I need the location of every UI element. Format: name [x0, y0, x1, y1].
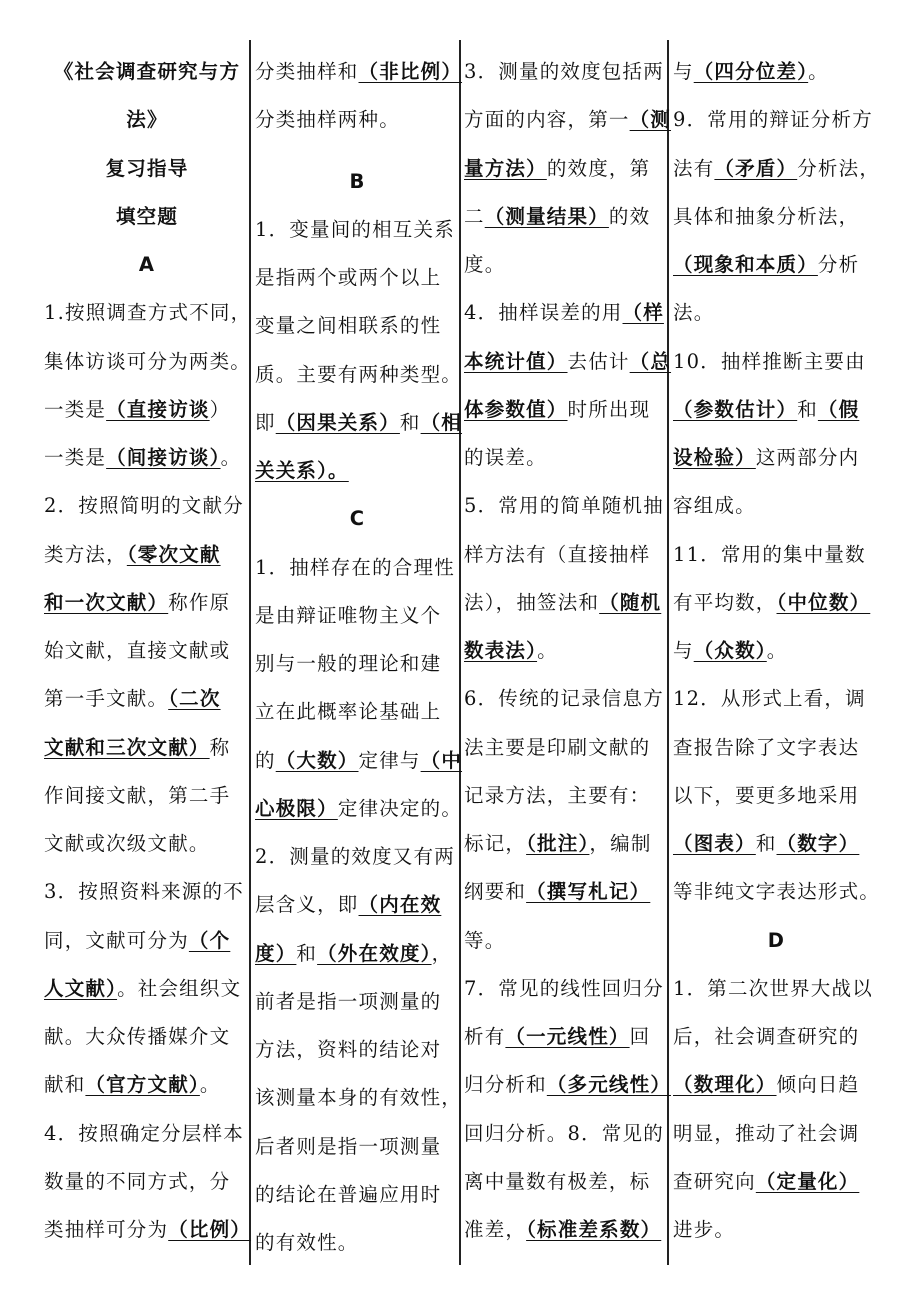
answer-blank: 度） [255, 941, 297, 965]
section-heading [255, 495, 460, 543]
answer-blank: （随机 [599, 590, 662, 614]
text-segment: 1．变量间的相互关系 [255, 217, 455, 241]
text-segment: 时所出现 [567, 397, 651, 421]
text-line [464, 579, 668, 627]
answer-blank: 心极限） [255, 796, 338, 820]
text-segment: 二 [464, 204, 485, 228]
text-segment: 是指两个或两个以上 [255, 266, 442, 289]
text-line [255, 544, 460, 592]
text-segment: 3．测量的效度包括两 [464, 60, 664, 83]
text-segment: 与 [673, 639, 694, 662]
text-line [464, 531, 668, 579]
answer-blank: （样 [622, 301, 664, 325]
section-heading [44, 96, 250, 144]
answer-blank: （比例） [168, 1218, 252, 1241]
text-line [44, 1061, 250, 1109]
text-segment: 3．按照资料来源的不 [44, 880, 244, 904]
text-line [255, 302, 460, 350]
text-segment: 法主要是印刷文献的 [464, 735, 651, 759]
text-segment: A [138, 253, 156, 276]
text-line [464, 1061, 672, 1109]
answer-blank: 关关系）。 [255, 459, 349, 482]
text-line [255, 833, 460, 881]
text-column-3 [464, 48, 672, 1254]
answer-blank: 量方法） [464, 156, 547, 180]
text-segment: 7．常见的线性回归分 [464, 976, 664, 1000]
text-line [464, 724, 668, 772]
text-line [44, 675, 250, 723]
text-line [673, 96, 880, 144]
answer-blank: （中位数） [776, 590, 871, 614]
text-segment: 的有效性。 [255, 1231, 359, 1254]
text-line [673, 868, 880, 916]
text-line [464, 386, 668, 434]
text-line [255, 1171, 460, 1219]
text-line [44, 434, 250, 482]
text-segment: 分析 [817, 253, 860, 276]
answer-blank: （内在效 [358, 893, 442, 917]
text-line [464, 338, 672, 386]
text-segment: 纲要和 [464, 880, 527, 904]
text-segment: 有平均数， [673, 590, 777, 614]
text-segment: 献。大众传播媒介文 [44, 1025, 231, 1048]
text-line [255, 254, 460, 302]
answer-blank: （图表） [673, 832, 756, 855]
text-line [44, 627, 250, 675]
text-line [464, 965, 668, 1013]
text-segment: 。 [220, 446, 242, 469]
text-segment: 该测量本身的有效性， [255, 1086, 463, 1110]
text-line [44, 482, 250, 530]
text-segment: 献和 [44, 1073, 86, 1097]
text-line [255, 978, 460, 1026]
text-line [464, 241, 668, 289]
text-segment: 4．抽样误差的用 [464, 301, 623, 325]
text-segment: 记录方法，主要有： [464, 783, 651, 807]
answer-blank: （间接访谈） [106, 446, 221, 469]
text-line [673, 1061, 880, 1109]
text-line [673, 193, 880, 241]
text-segment: 查研究向 [673, 1169, 756, 1193]
answer-blank: （零次文献 [126, 542, 221, 566]
text-line [673, 145, 880, 193]
text-line [673, 338, 880, 386]
text-line [673, 482, 880, 530]
text-segment: 类抽样可分为 [44, 1218, 169, 1241]
answer-blank: （多元线性） [546, 1073, 672, 1097]
text-segment: 析有 [464, 1025, 506, 1048]
text-line [673, 386, 880, 434]
text-segment: 文献或次级文献。 [44, 832, 210, 855]
text-line [255, 785, 463, 833]
section-heading [44, 48, 250, 96]
text-segment: 11．常用的集中量数 [673, 542, 866, 566]
text-line [44, 289, 250, 337]
section-heading [44, 193, 250, 241]
answer-blank: （测 [629, 108, 672, 132]
section-heading [673, 917, 880, 965]
text-segment: 2．按照简明的文献分 [44, 494, 244, 518]
text-line [255, 1026, 460, 1074]
text-segment: 法有 [673, 156, 715, 180]
text-segment: 层含义，即 [255, 893, 359, 917]
text-segment: 同，文献可分为 [44, 928, 189, 952]
text-line [44, 1158, 250, 1206]
text-segment: 1.按照调查方式不同， [44, 301, 252, 325]
answer-blank: 本统计值） [464, 349, 568, 373]
text-segment: ， [431, 941, 453, 965]
text-line [255, 1074, 463, 1122]
text-segment: 定律决定的。 [337, 796, 463, 820]
text-line [673, 820, 880, 868]
section-heading [255, 158, 460, 206]
text-segment: 1．第二次世界大战以 [673, 976, 873, 1000]
text-segment: 去估计 [567, 349, 630, 373]
text-segment: 2．测量的效度又有两 [255, 845, 455, 868]
text-segment: 9．常用的辩证分析方 [673, 108, 873, 132]
text-line [255, 881, 460, 929]
answer-blank: （标准差系数） [526, 1218, 662, 1241]
text-line [255, 206, 460, 254]
text-segment: 10．抽样推断主要由 [673, 349, 866, 373]
text-line [255, 447, 460, 495]
text-segment: 的 [255, 748, 276, 772]
answer-blank: （数字） [776, 832, 860, 855]
text-segment: 6．传统的记录信息方 [464, 687, 664, 711]
text-segment: 明显，推动了社会调 [673, 1121, 860, 1145]
text-segment: 标记， [464, 832, 527, 855]
text-line [464, 1158, 668, 1206]
text-segment: 称作原 [168, 590, 231, 614]
text-line [464, 868, 668, 916]
text-segment: 复习指导 [105, 156, 189, 180]
text-segment: 和 [755, 832, 777, 855]
text-segment: 称 [209, 735, 231, 759]
text-line [255, 688, 460, 736]
answer-blank: （一元线性） [505, 1025, 630, 1048]
text-segment: 和 [399, 410, 421, 434]
text-line [44, 724, 250, 772]
text-line [255, 48, 463, 96]
section-heading [44, 145, 250, 193]
answer-blank: （撰写札记） [526, 880, 651, 904]
text-line [44, 338, 250, 386]
text-segment: 以下，要更多地采用 [673, 783, 860, 807]
text-segment: 度。 [464, 253, 506, 276]
text-segment: 是由辩证唯物主义个 [255, 603, 442, 627]
text-line [464, 289, 668, 337]
answer-blank: 体参数值） [464, 397, 568, 421]
text-line [464, 1110, 668, 1158]
text-line [673, 579, 880, 627]
answer-blank: （测量结果） [484, 204, 609, 228]
text-segment: 变量之间相联系的性 [255, 314, 442, 338]
answer-blank: （个 [188, 928, 231, 952]
text-line [44, 1013, 250, 1061]
text-segment: 方法，资料的结论对 [255, 1038, 442, 1061]
answer-blank: 和一次文献） [44, 590, 169, 614]
text-segment: 容组成。 [673, 494, 756, 518]
text-segment: 始文献，直接文献或 [44, 639, 231, 662]
answer-blank: （四分位差） [693, 60, 809, 83]
text-segment: C [349, 507, 366, 531]
text-line [673, 531, 880, 579]
text-line [673, 772, 880, 820]
text-line [673, 675, 880, 723]
answer-blank: （官方文献） [85, 1073, 200, 1097]
answer-blank: （数理化） [673, 1073, 777, 1097]
answer-blank: （外在效度） [317, 941, 432, 965]
text-segment: 别与一般的理论和建 [255, 652, 442, 675]
text-segment: 分类抽样和 [255, 60, 359, 83]
text-segment: 类方法， [44, 542, 127, 566]
text-segment: 4．按照确定分层样本 [44, 1121, 244, 1145]
text-segment: B [349, 169, 366, 193]
text-segment: 5．常用的简单随机抽 [464, 494, 664, 518]
answer-blank: （大数） [275, 748, 359, 772]
text-segment: 第一手文献。 [44, 687, 169, 711]
text-line [464, 48, 668, 96]
text-segment: 后，社会调查研究的 [673, 1025, 860, 1048]
text-segment: 样方法有（直接抽样 [464, 542, 651, 566]
text-segment: 质。主要有两种类型。 [255, 362, 463, 386]
text-segment: 定律与 [358, 748, 421, 772]
text-segment: 数量的不同方式，分 [44, 1169, 231, 1193]
text-segment: 这两部分内 [755, 446, 860, 469]
text-line [44, 386, 250, 434]
text-segment: 回 [629, 1025, 651, 1048]
text-line [255, 592, 460, 640]
text-line [673, 289, 880, 337]
text-segment: 倾向日趋 [776, 1073, 860, 1097]
text-line [255, 96, 460, 144]
text-line [44, 531, 250, 579]
text-segment: 具体和抽象分析法， [673, 204, 860, 228]
text-line [464, 627, 668, 675]
text-segment: 前者是指一项测量的 [255, 989, 442, 1013]
answer-blank: 设检验） [673, 446, 756, 469]
text-segment: 集体访谈可分为两类。 [44, 349, 252, 373]
text-segment: 与 [673, 60, 694, 83]
text-line [464, 1206, 668, 1254]
answer-blank: （定量化） [755, 1169, 860, 1193]
text-line [464, 820, 668, 868]
answer-blank: （现象和本质） [673, 253, 818, 276]
answer-blank: （直接访谈 [106, 397, 210, 421]
text-segment: 归分析和 [464, 1073, 547, 1097]
text-segment: ） [209, 397, 231, 421]
text-segment: 。社会组织文 [117, 976, 242, 1000]
text-segment: 12．从形式上看，调 [673, 687, 866, 711]
text-segment: 后者则是指一项测量 [255, 1134, 442, 1158]
text-line [44, 1206, 250, 1254]
text-line [255, 1219, 460, 1267]
text-segment: 一类是 [44, 397, 107, 421]
text-column-1 [44, 48, 250, 1254]
text-segment: 法），抽签法和 [464, 590, 600, 614]
text-line [673, 627, 880, 675]
text-line [255, 1123, 460, 1171]
text-segment: 离中量数有极差，标 [464, 1169, 651, 1193]
text-line [464, 482, 668, 530]
answer-blank: （假 [817, 397, 860, 421]
text-line [255, 351, 463, 399]
text-segment: 法》 [126, 108, 168, 132]
text-line [464, 434, 668, 482]
answer-blank: （参数估计） [673, 397, 798, 421]
text-segment: 的结论在普遍应用时 [255, 1182, 442, 1206]
text-segment: 法。 [673, 301, 715, 325]
answer-blank: 数表法） [464, 639, 538, 662]
text-line [44, 579, 250, 627]
answer-blank: （总 [629, 349, 672, 373]
text-line [464, 917, 668, 965]
text-segment: 分析法， [797, 156, 881, 180]
text-line [673, 1206, 880, 1254]
text-segment: 《社会调查研究与方 [53, 60, 241, 83]
text-segment: 等非纯文字表达形式。 [673, 880, 881, 904]
text-line [673, 1158, 880, 1206]
text-line [44, 1110, 250, 1158]
answer-blank: （中 [420, 748, 463, 772]
text-segment: 作间接文献，第二手 [44, 783, 231, 807]
text-segment: 和 [797, 397, 818, 421]
section-heading [44, 241, 250, 289]
text-line [673, 241, 880, 289]
text-segment: 分类抽样两种。 [255, 108, 400, 132]
text-line [673, 724, 880, 772]
text-line [464, 1013, 668, 1061]
text-line [255, 399, 463, 447]
text-line [44, 917, 250, 965]
text-segment: 方面的内容，第一 [464, 108, 630, 132]
text-segment: 1．抽样存在的合理性 [255, 555, 455, 579]
answer-blank: （相 [420, 410, 463, 434]
text-segment: 。 [766, 639, 788, 662]
text-line [255, 737, 463, 785]
text-segment: 准差， [464, 1218, 527, 1241]
text-line [673, 1110, 880, 1158]
text-segment: 。 [199, 1073, 221, 1097]
text-line [255, 640, 460, 688]
text-line [673, 48, 880, 96]
text-line [673, 1013, 880, 1061]
text-line [255, 930, 460, 978]
answer-blank: 人文献） [44, 976, 118, 1000]
text-segment: 的效度，第 [546, 156, 651, 180]
answer-blank: 文献和三次文献） [44, 735, 210, 759]
text-line [464, 96, 672, 144]
text-segment: 回归分析。8．常见的 [464, 1121, 664, 1145]
text-line [44, 772, 250, 820]
answer-blank: （二次 [168, 687, 221, 711]
text-segment: 。 [537, 639, 558, 662]
text-segment: 的效 [608, 204, 651, 228]
text-line [44, 868, 250, 916]
text-line [44, 820, 250, 868]
text-column-4 [673, 48, 880, 1254]
text-line [673, 434, 880, 482]
text-segment: 即 [255, 410, 276, 434]
answer-blank: （矛盾） [714, 156, 798, 180]
text-segment: D [767, 928, 786, 952]
text-segment: 填空题 [115, 204, 179, 228]
text-line [464, 193, 668, 241]
text-segment: 。 [808, 60, 829, 83]
text-segment: 的误差。 [464, 446, 547, 469]
text-line [673, 965, 880, 1013]
answer-blank: （众数） [693, 639, 767, 662]
text-segment: 查报告除了文字表达 [673, 735, 860, 759]
answer-blank: （因果关系） [275, 410, 400, 434]
text-column-2 [255, 48, 463, 1267]
text-segment: 立在此概率论基础上 [255, 700, 442, 724]
text-segment: 进步。 [673, 1218, 736, 1241]
text-line [44, 965, 250, 1013]
text-segment: ，编制 [589, 832, 652, 855]
text-segment: 一类是 [44, 446, 107, 469]
text-segment: 等。 [464, 928, 506, 952]
text-line [464, 145, 668, 193]
text-line [464, 675, 668, 723]
answer-blank: （非比例） [358, 60, 463, 83]
text-segment: 和 [296, 941, 318, 965]
text-line [464, 772, 668, 820]
answer-blank: （批注） [526, 832, 590, 855]
